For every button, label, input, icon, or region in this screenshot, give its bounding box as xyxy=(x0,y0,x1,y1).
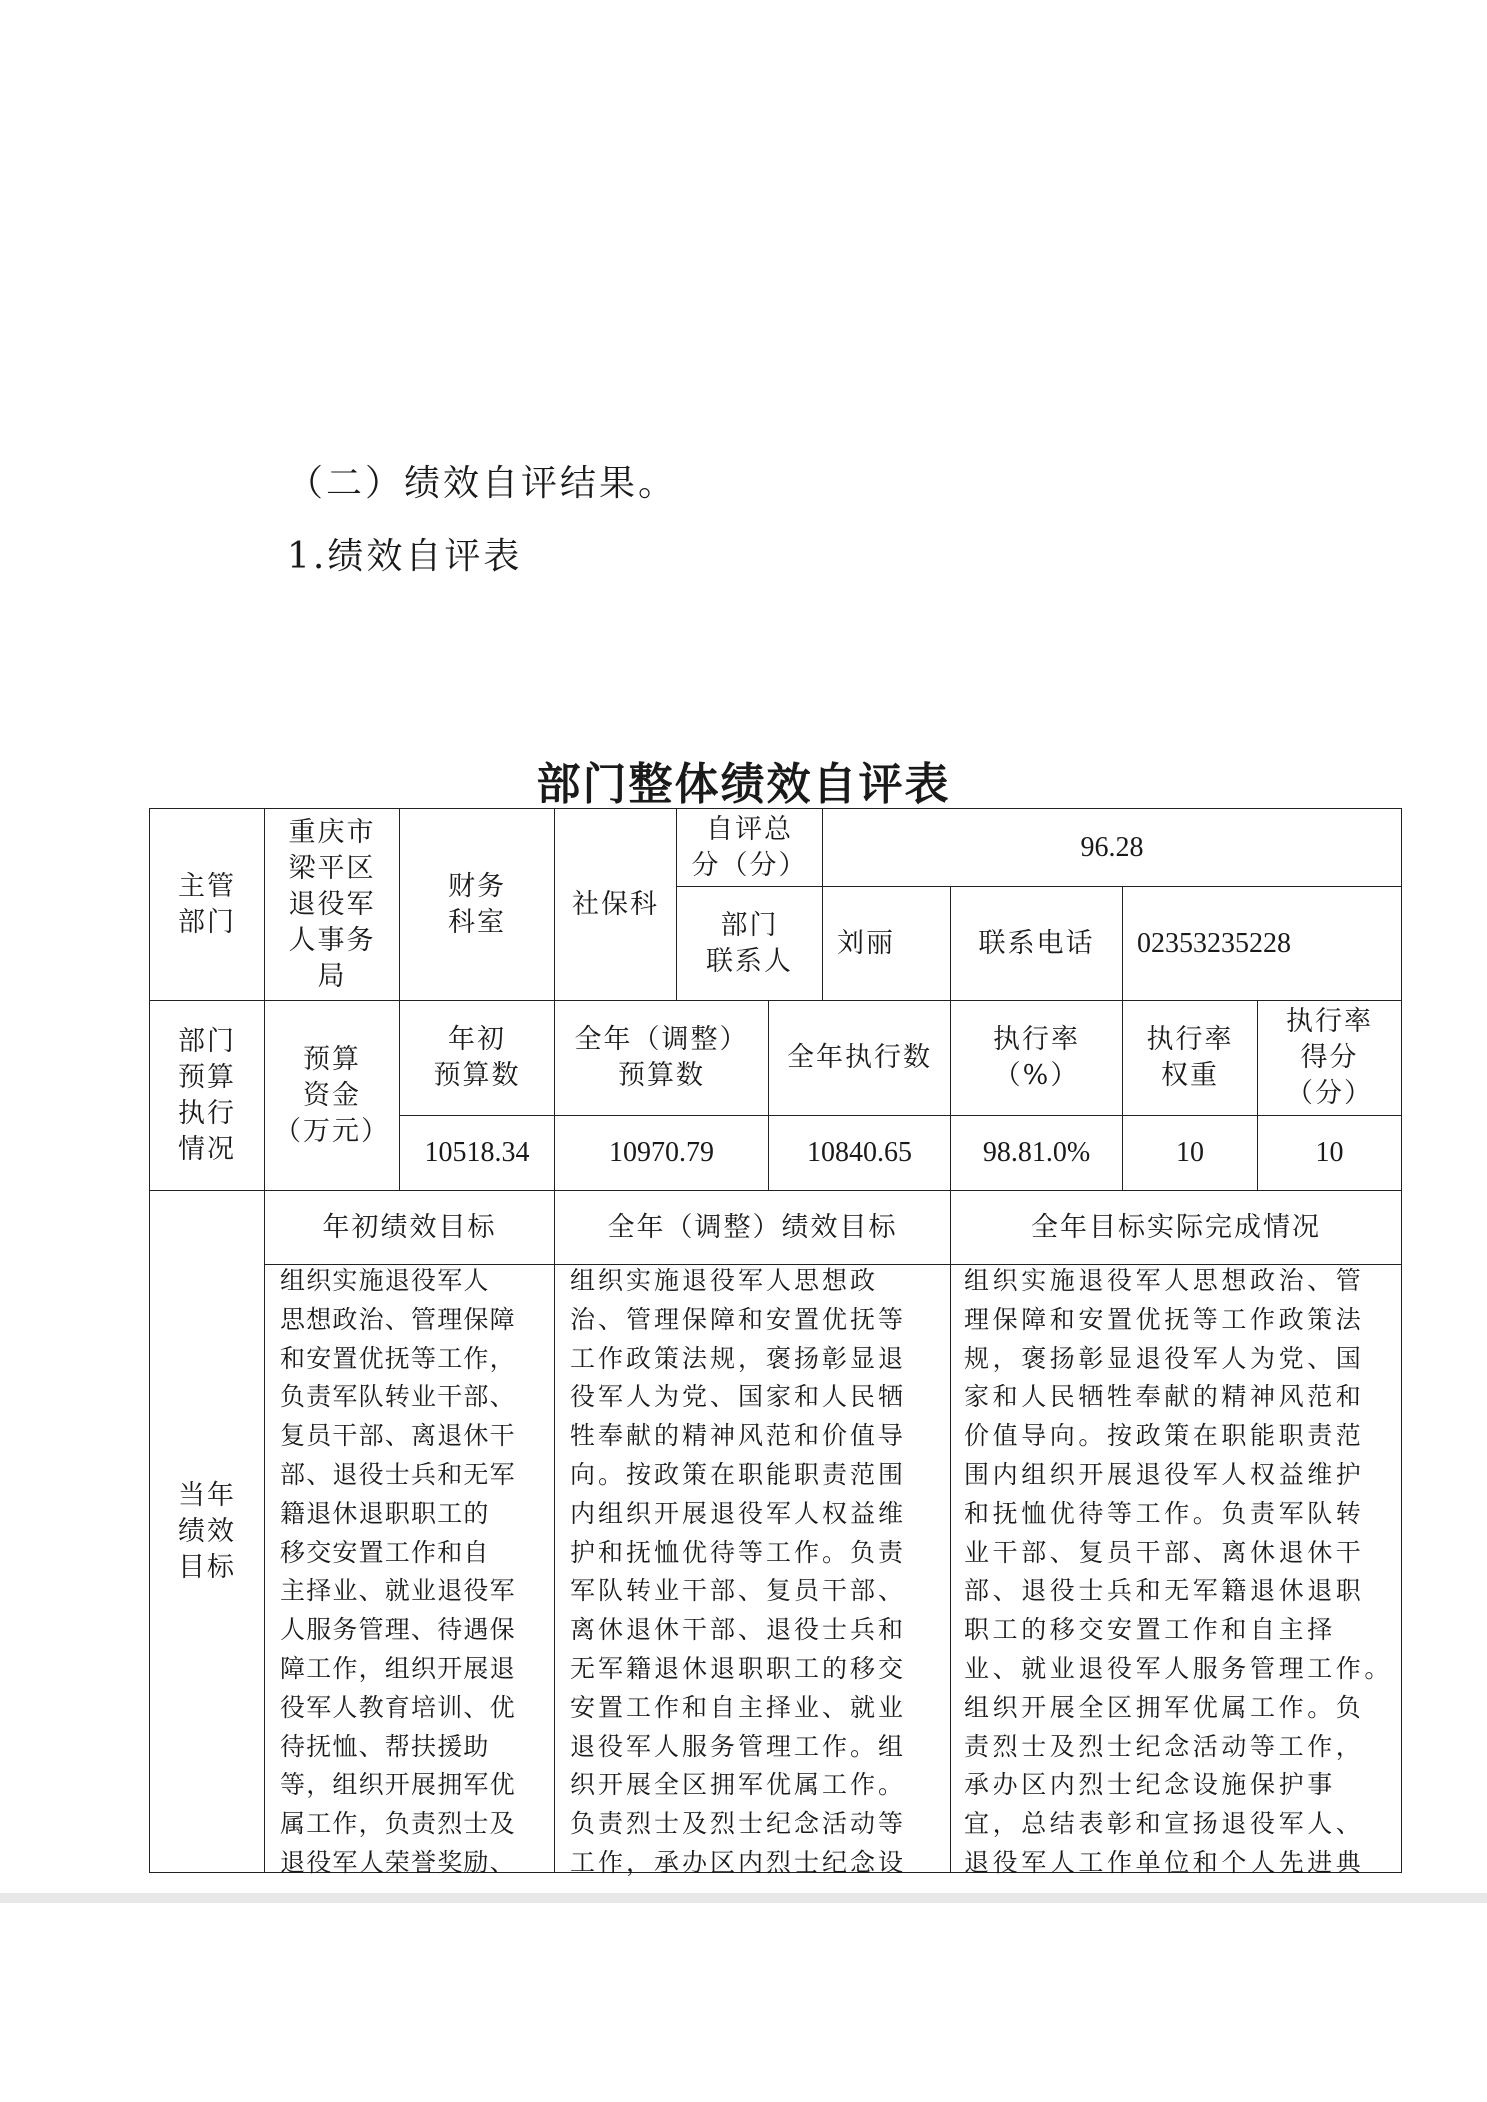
sub-heading: 1.绩效自评表 xyxy=(287,536,523,577)
goal-header-initial: 年初绩效目标 xyxy=(264,1190,555,1265)
score-label: 自评总 分（分） xyxy=(676,808,823,887)
dept-label: 主管 部门 xyxy=(149,808,265,1001)
budget-header-rate: 执行率 （%） xyxy=(950,1000,1123,1116)
page-edge xyxy=(0,1893,1487,1903)
contact-name: 刘丽 xyxy=(822,886,951,1001)
budget-value-executed: 10840.65 xyxy=(768,1115,951,1191)
budget-value-score: 10 xyxy=(1257,1115,1402,1191)
finance-office: 财务 科室 xyxy=(399,808,555,1001)
goal-text-adjusted: 组织实施退役军人思想政 治、管理保障和安置优抚等 工作政策法规，褒扬彰显退 役军人为党、国家和人民牺 牲奉献的精神风范和价值导 向。按政策在职能职责范围 内组织开展退役军人权益维 护和抚恤优待等工作。负责 军队转业干部、复员干部、 离休退休干部、退役士兵和 无军籍退休退职职工的移交 安置工作和自主择业、就业 退役军人服务管理工作。组 织开展全区拥军优属工作。 负责烈士及烈士纪念活动等 工作，承办区内烈士纪念设 xyxy=(570,1266,907,1877)
budget-value-adjusted: 10970.79 xyxy=(554,1115,769,1191)
budget-header-executed: 全年执行数 xyxy=(768,1000,951,1116)
phone-value: 02353235228 xyxy=(1122,886,1402,1001)
goal-text-actual: 组织实施退役军人思想政治、管 理保障和安置优抚等工作政策法 规，褒扬彰显退役军人为党、国 家和人民牺牲奉献的精神风范和 价值导向。按政策在职能职责范 围内组织开展退役军人权益维护 和抚恤优待等工作。负责军队转 业干部、复员干部、离休退休干 部、退役士兵和无军籍退休退职 职工的移交安置工作和自主择 业、就业退役军人服务管理工作。 组织开展全区拥军优属工作。负 责烈士及烈士纪念活动等工作， 承办区内烈士纪念设施保护事 宜，总结表彰和宣扬退役军人、 退役军人工作单位和个人先进典 xyxy=(964,1266,1394,1877)
section-heading: （二）绩效自评结果。 xyxy=(287,463,678,504)
budget-header-initial: 年初 预算数 xyxy=(399,1000,555,1116)
budget-value-weight: 10 xyxy=(1122,1115,1258,1191)
contact-label: 部门 联系人 xyxy=(676,886,823,1001)
budget-value-rate: 98.81.0% xyxy=(950,1115,1123,1191)
goal-header-adjusted: 全年（调整）绩效目标 xyxy=(554,1190,951,1265)
budget-funds-label: 预算 资金 （万元） xyxy=(264,1000,400,1191)
budget-header-adjusted: 全年（调整） 预算数 xyxy=(554,1000,769,1116)
goals-label: 当年 绩效 目标 xyxy=(149,1190,265,1873)
dept-name: 重庆市 梁平区 退役军 人事务 局 xyxy=(264,808,400,1001)
score-value: 96.28 xyxy=(822,808,1402,887)
budget-header-score: 执行率 得分 （分） xyxy=(1257,1000,1402,1116)
social-office: 社保科 xyxy=(554,808,677,1001)
goal-text-initial: 组织实施退役军人 思想政治、管理保障 和安置优抚等工作， 负责军队转业干部、 复员干部、离退休干 部、退役士兵和无军 籍退休退职职工的 移交安置工作和自 主择业、就业退役军 人服务管理、待遇保 障工作，组织开展退 役军人教育培训、优 待抚恤、帮扶援助 等，组织开展拥军优 属工作，负责烈士及 退役军人荣誉奖励、 xyxy=(280,1266,516,1877)
budget-header-weight: 执行率 权重 xyxy=(1122,1000,1258,1116)
table-title: 部门整体绩效自评表 xyxy=(536,759,951,810)
budget-label: 部门 预算 执行 情况 xyxy=(149,1000,265,1191)
budget-value-initial: 10518.34 xyxy=(399,1115,555,1191)
phone-label: 联系电话 xyxy=(950,886,1123,1001)
goal-header-actual: 全年目标实际完成情况 xyxy=(950,1190,1402,1265)
